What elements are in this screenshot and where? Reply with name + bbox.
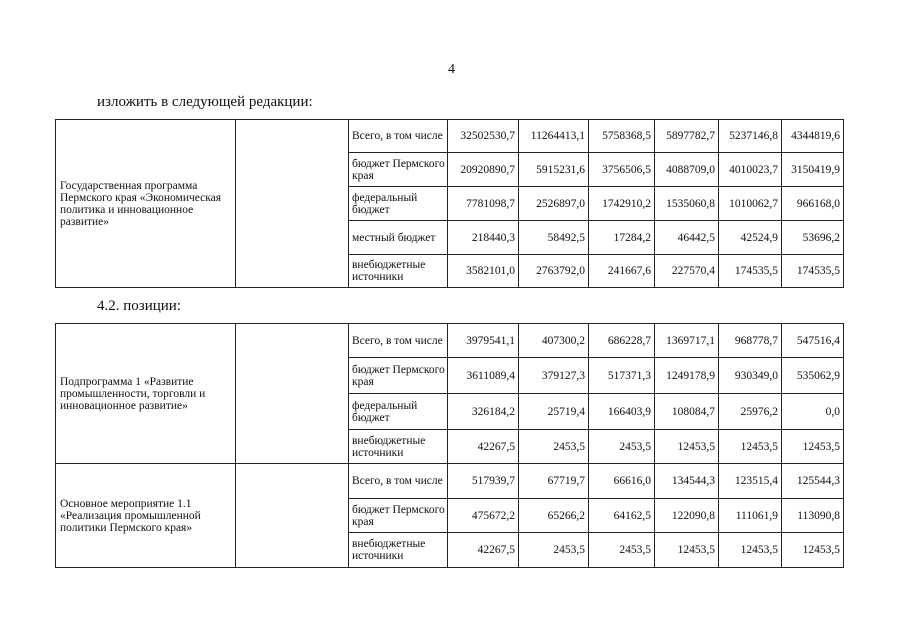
amount-cell: 547516,4 [782, 324, 844, 358]
amount-cell: 66616,0 [589, 464, 655, 499]
funding-source-cell: бюджет Пермского края [349, 499, 448, 533]
amount-cell: 966168,0 [782, 187, 844, 221]
program-name-cell: Подпрограмма 1 «Развитие промышленности, торговли и инновационное развитие» [56, 324, 236, 464]
amount-cell: 407300,2 [519, 324, 589, 358]
amount-cell: 2453,5 [519, 430, 589, 464]
amount-cell: 122090,8 [655, 499, 719, 533]
amount-cell: 174535,5 [719, 255, 782, 288]
program-name-cell: Государственная программа Пермского края «Экономическая политика и инновационное развитие» [56, 120, 236, 288]
amount-cell: 535062,9 [782, 358, 844, 394]
amount-cell: 5897782,7 [655, 120, 719, 153]
amount-cell: 2526897,0 [519, 187, 589, 221]
amount-cell: 3756506,5 [589, 153, 655, 187]
amount-cell: 4088709,0 [655, 153, 719, 187]
amount-cell: 1369717,1 [655, 324, 719, 358]
amount-cell: 2453,5 [519, 533, 589, 568]
amount-cell: 4344819,6 [782, 120, 844, 153]
amount-cell: 125544,3 [782, 464, 844, 499]
amount-cell: 166403,9 [589, 394, 655, 430]
amount-cell: 1010062,7 [719, 187, 782, 221]
funding-source-cell: внебюджетные источники [349, 533, 448, 568]
amount-cell: 3150419,9 [782, 153, 844, 187]
empty-cell [236, 324, 349, 464]
amount-cell: 1742910,2 [589, 187, 655, 221]
amount-cell: 111061,9 [719, 499, 782, 533]
amount-cell: 326184,2 [448, 394, 519, 430]
amount-cell: 3582101,0 [448, 255, 519, 288]
amount-cell: 1535060,8 [655, 187, 719, 221]
amount-cell: 108084,7 [655, 394, 719, 430]
funding-source-cell: местный бюджет [349, 221, 448, 255]
amount-cell: 12453,5 [655, 430, 719, 464]
page-number: 4 [448, 62, 455, 77]
amount-cell: 25719,4 [519, 394, 589, 430]
funding-source-cell: федеральный бюджет [349, 394, 448, 430]
amount-cell: 2453,5 [589, 533, 655, 568]
amount-cell: 17284,2 [589, 221, 655, 255]
amount-cell: 517939,7 [448, 464, 519, 499]
amount-cell: 5758368,5 [589, 120, 655, 153]
amount-cell: 7781098,7 [448, 187, 519, 221]
amount-cell: 32502530,7 [448, 120, 519, 153]
amount-cell: 67719,7 [519, 464, 589, 499]
amount-cell: 42267,5 [448, 533, 519, 568]
amount-cell: 58492,5 [519, 221, 589, 255]
funding-source-cell: внебюджетные источники [349, 255, 448, 288]
program-name-cell: Основное мероприятие 1.1 «Реализация промышленной политики Пермского края» [56, 464, 236, 568]
table-row [56, 324, 844, 358]
amount-cell: 12453,5 [719, 430, 782, 464]
amount-cell: 113090,8 [782, 499, 844, 533]
funding-source-cell: федеральный бюджет [349, 187, 448, 221]
amount-cell: 968778,7 [719, 324, 782, 358]
amount-cell: 5237146,8 [719, 120, 782, 153]
amount-cell: 517371,3 [589, 358, 655, 394]
amount-cell: 12453,5 [782, 533, 844, 568]
amount-cell: 0,0 [782, 394, 844, 430]
amount-cell: 379127,3 [519, 358, 589, 394]
amount-cell: 475672,2 [448, 499, 519, 533]
amount-cell: 930349,0 [719, 358, 782, 394]
amount-cell: 12453,5 [719, 533, 782, 568]
funding-source-cell: внебюджетные источники [349, 430, 448, 464]
amount-cell: 3979541,1 [448, 324, 519, 358]
table-row [56, 464, 844, 499]
funding-source-cell: Всего, в том числе [349, 120, 448, 153]
amount-cell: 174535,5 [782, 255, 844, 288]
amount-cell: 218440,3 [448, 221, 519, 255]
funding-source-cell: бюджет Пермского края [349, 358, 448, 394]
amount-cell: 42267,5 [448, 430, 519, 464]
amount-cell: 46442,5 [655, 221, 719, 255]
empty-cell [236, 464, 349, 568]
amount-cell: 12453,5 [782, 430, 844, 464]
amount-cell: 134544,3 [655, 464, 719, 499]
amount-cell: 3611089,4 [448, 358, 519, 394]
amount-cell: 5915231,6 [519, 153, 589, 187]
amount-cell: 4010023,7 [719, 153, 782, 187]
funding-source-cell: Всего, в том числе [349, 464, 448, 499]
amount-cell: 12453,5 [655, 533, 719, 568]
amount-cell: 2763792,0 [519, 255, 589, 288]
amount-cell: 65266,2 [519, 499, 589, 533]
amount-cell: 123515,4 [719, 464, 782, 499]
amount-cell: 53696,2 [782, 221, 844, 255]
amount-cell: 11264413,1 [519, 120, 589, 153]
empty-cell [236, 120, 349, 288]
intro-text: изложить в следующей редакции: [97, 94, 313, 110]
subprogram-funding-table [55, 323, 844, 568]
amount-cell: 42524,9 [719, 221, 782, 255]
amount-cell: 64162,5 [589, 499, 655, 533]
table-row [56, 120, 844, 153]
amount-cell: 2453,5 [589, 430, 655, 464]
funding-source-cell: Всего, в том числе [349, 324, 448, 358]
amount-cell: 20920890,7 [448, 153, 519, 187]
amount-cell: 1249178,9 [655, 358, 719, 394]
section-label: 4.2. позиции: [97, 298, 181, 314]
funding-source-cell: бюджет Пермского края [349, 153, 448, 187]
amount-cell: 241667,6 [589, 255, 655, 288]
amount-cell: 686228,7 [589, 324, 655, 358]
amount-cell: 227570,4 [655, 255, 719, 288]
program-funding-table [55, 119, 844, 288]
amount-cell: 25976,2 [719, 394, 782, 430]
